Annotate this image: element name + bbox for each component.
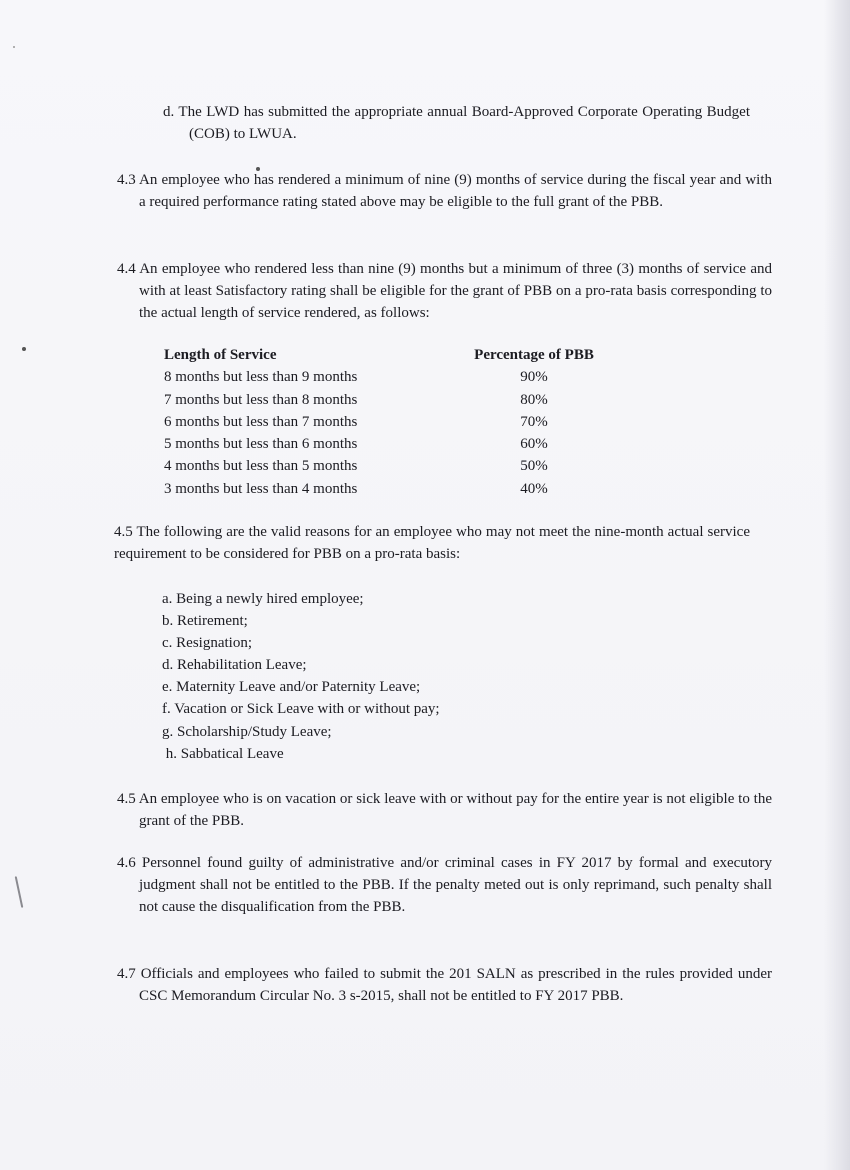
- table-cell-length: 3 months but less than 4 months: [164, 480, 358, 497]
- item-d-paragraph: d. The LWD has submitted the appropriate annual Board-Approved Corporate Operating Budget (COB) to LWUA.: [163, 104, 750, 142]
- table-cell-length: 7 months but less than 8 months: [164, 391, 358, 408]
- list-item: c. Resignation;: [162, 635, 252, 652]
- scan-edge-shadow: [824, 0, 850, 1170]
- table-cell-percentage: 50%: [520, 458, 548, 475]
- scan-speck: [256, 167, 260, 171]
- table-cell-percentage: 80%: [520, 391, 548, 408]
- section-4-3: 4.3 An employee who has rendered a minimum of nine (9) months of service during the fiscal year and with a required performance rating stated above may be eligible to the full grant of the PBB.: [117, 172, 772, 210]
- table-cell-percentage: 40%: [520, 480, 548, 497]
- section-4-5-entire-year: 4.5 An employee who is on vacation or sick leave with or without pay for the entire year is not eligible to the grant of the PBB.: [117, 791, 772, 829]
- table-cell-length: 4 months but less than 5 months: [164, 458, 358, 475]
- section-4-6: 4.6 Personnel found guilty of administrative and/or criminal cases in FY 2017 by formal and executory judgment shall not be entitled to the PBB. If the penalty meted out is only reprimand, such penalty shall not cause the disqualification from the PBB.: [117, 855, 772, 915]
- table-cell-length: 8 months but less than 9 months: [164, 369, 358, 386]
- table-cell-percentage: 60%: [520, 436, 548, 453]
- list-item: g. Scholarship/Study Leave;: [162, 723, 332, 740]
- list-item: b. Retirement;: [162, 613, 248, 630]
- list-item: e. Maternity Leave and/or Paternity Leave;: [162, 679, 421, 696]
- section-4-7: 4.7 Officials and employees who failed to submit the 201 SALN as prescribed in the rules provided under CSC Memorandum Circular No. 3 s-2015, shall not be entitled to FY 2017 PBB.: [117, 966, 772, 1004]
- table-header-row: [164, 344, 604, 366]
- scan-speck: [13, 46, 15, 48]
- list-item: f. Vacation or Sick Leave with or without pay;: [162, 701, 440, 718]
- list-item: h. Sabbatical Leave: [162, 745, 284, 762]
- list-item: d. Rehabilitation Leave;: [162, 657, 307, 674]
- section-4-4: 4.4 An employee who rendered less than nine (9) months but a minimum of three (3) months of service and with at least Satisfactory rating shall be eligible for the grant of PBB on a pro-rata basis corresponding to the actual length of service rendered, as follows:: [117, 261, 772, 321]
- header-length-of-service: Length of Service: [164, 347, 277, 363]
- scan-mark: [15, 876, 24, 908]
- table-cell-length: 5 months but less than 6 months: [164, 436, 358, 453]
- table-row: [164, 389, 604, 411]
- table-row: [164, 366, 604, 388]
- table-cell-percentage: 70%: [520, 413, 548, 430]
- table-row: [164, 433, 604, 455]
- valid-reasons-list: [162, 588, 440, 765]
- table-cell-length: 6 months but less than 7 months: [164, 413, 358, 430]
- scan-speck: [22, 347, 26, 351]
- pbb-percentage-table: [164, 344, 604, 500]
- table-row: [164, 411, 604, 433]
- table-row: [164, 455, 604, 477]
- table-cell-percentage: 90%: [520, 369, 548, 386]
- section-4-5-reasons-intro: 4.5 The following are the valid reasons for an employee who may not meet the nine-month actual service requirement to be considered for PBB on a pro-rata basis:: [114, 524, 750, 562]
- table-row: [164, 478, 604, 500]
- header-percentage-of-pbb: Percentage of PBB: [474, 347, 594, 363]
- list-item: a. Being a newly hired employee;: [162, 591, 364, 607]
